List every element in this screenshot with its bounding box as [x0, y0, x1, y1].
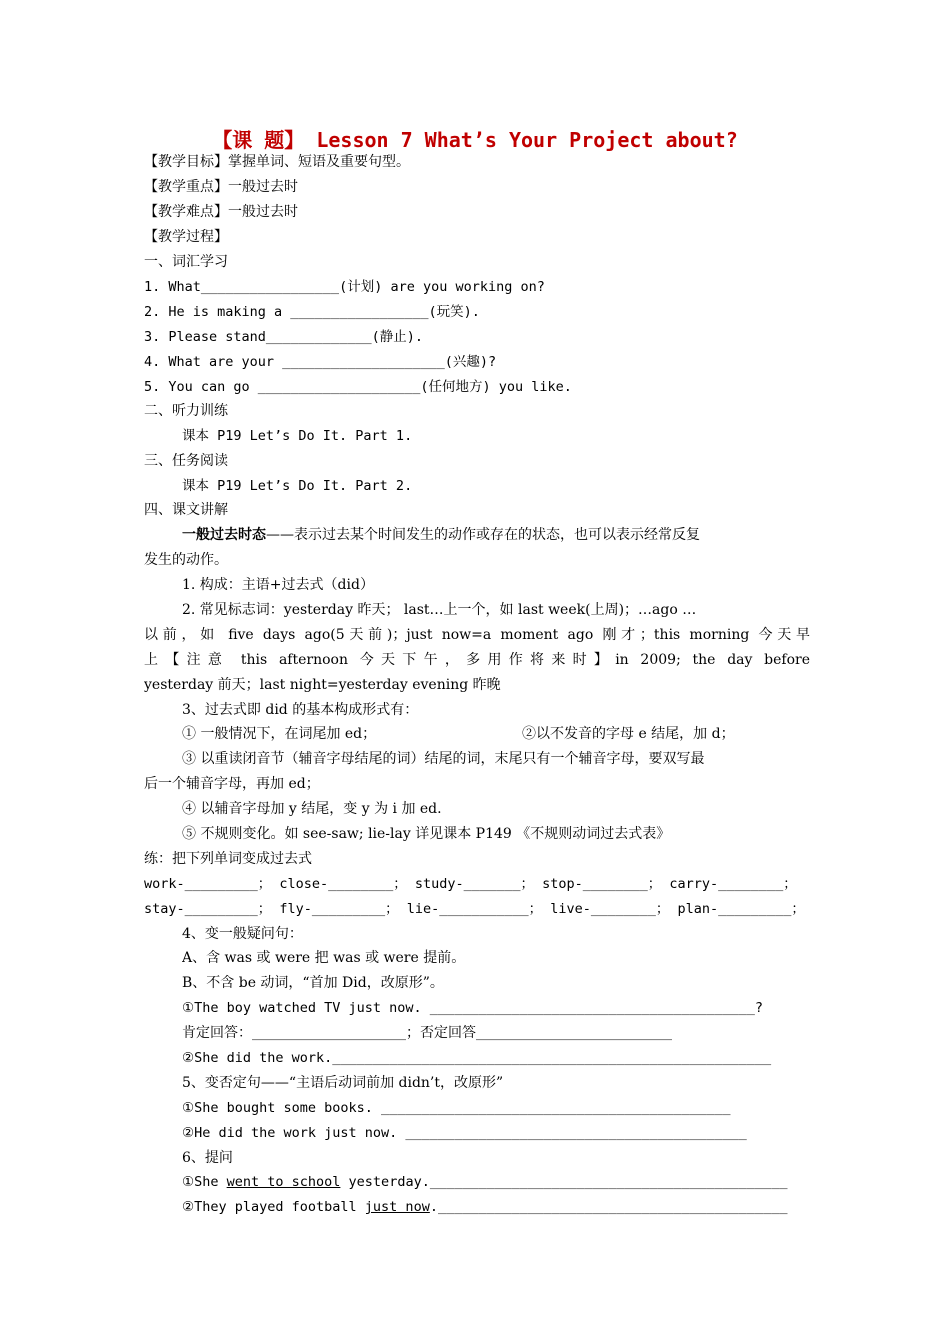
reading-line: 课本 P19 Let’s Do It. Part 2.	[182, 478, 413, 494]
rule-3: ③ 以重读闭音节（辅音字母结尾的词）结尾的词，末尾只有一个辅音字母，要双写最	[182, 751, 705, 767]
vocab-heading: 一、词汇学习	[144, 254, 228, 270]
negative-heading: 5、变否定句——“主语后动词前加 didn’t，改原形”	[182, 1075, 504, 1091]
listening-line: 课本 P19 Let’s Do It. Part 1.	[182, 428, 413, 444]
vocab-item-2: 2. He is making a _________________(玩笑).	[144, 304, 480, 320]
rule-3-cont: 后一个辅音字母，再加 ed；	[144, 776, 320, 792]
listening-heading: 二、听力训练	[144, 403, 228, 419]
definition-text: ——表示过去某个时间发生的动作或存在的状态，也可以表示经常反复	[266, 527, 700, 543]
ask-2-underlined: just now	[364, 1199, 430, 1215]
ask-2-prefix: ②They played football	[182, 1199, 365, 1215]
negative-exercise-1: ①She bought some books. ___________________________________________	[182, 1100, 731, 1116]
vocab-item-1: 1. What_________________(计划) are you working on?	[144, 279, 545, 295]
signal-words-3: 上【注意 this afternoon 今天下午，多用作将来时】in 2009; the day before	[144, 652, 810, 668]
lecture-heading: 四、课文讲解	[144, 502, 228, 518]
question-heading: 4、变一般疑问句：	[182, 926, 303, 942]
rule-2: ②以不发音的字母 e 结尾，加 d；	[522, 726, 735, 742]
teaching-key-point: 【教学重点】一般过去时	[144, 179, 298, 195]
past-form-intro: 3、过去式即 did 的基本构成形式有：	[182, 702, 419, 718]
rule-1: ① 一般情况下，在词尾加 ed；	[182, 726, 377, 742]
signal-words-4: yesterday 前天；last night=yesterday evening 昨晚	[144, 677, 501, 693]
structure-point: 1. 构成：主语+过去式（did）	[182, 577, 374, 593]
ask-1-underlined: went to school	[226, 1174, 341, 1190]
ask-1-prefix: ①She	[182, 1174, 227, 1190]
vocab-item-5: 5. You can go ____________________(任何地方) you like.	[144, 379, 572, 395]
teaching-process: 【教学过程】	[144, 229, 228, 245]
question-rule-a: A、含 was 或 were 把 was 或 were 提前。	[182, 950, 466, 966]
vocab-item-3: 3. Please stand_____________(静止).	[144, 329, 423, 345]
question-rule-b: B、不含 be 动词，“首加 Did，改原形”。	[182, 975, 444, 991]
rule-5: ⑤ 不规则变化。如 see-saw; lie-lay 详见课本 P149 《不规则动词过去式表》	[182, 826, 671, 842]
ask-exercise-1	[182, 1170, 810, 1194]
lesson-title: 【课 题】 Lesson 7 What’s Your Project about?	[212, 128, 738, 152]
reading-heading: 三、任务阅读	[144, 453, 228, 469]
signal-words-1: 2. 常见标志词：yesterday 昨天； last…上一个，如 last week(上周)；…ago …	[182, 602, 697, 618]
practice-words-2: stay-_________； fly-_________； lie-___________； live-________； plan-_________；	[144, 901, 805, 917]
signal-words-2: 以前，如 five days ago(5天前)；just now=a moment ago 刚才；this morning 今天早	[144, 627, 810, 643]
definition-line	[182, 523, 810, 547]
ask-1-suffix: yesterday.____________________________________________	[340, 1174, 788, 1190]
question-exercise-1: ①The boy watched TV just now. ________________________________________?	[182, 1000, 764, 1016]
negative-exercise-2: ②He did the work just now. __________________________________________	[182, 1125, 747, 1141]
definition-cont: 发生的动作。	[144, 552, 228, 568]
definition-term: 一般过去时态	[182, 527, 266, 543]
ask-heading: 6、提问	[182, 1150, 233, 1166]
question-exercise-2: ②She did the work.______________________________________________________	[182, 1050, 772, 1066]
teaching-difficulty: 【教学难点】一般过去时	[144, 204, 298, 220]
rule-4: ④ 以辅音字母加 y 结尾，变 y 为 i 加 ed.	[182, 801, 442, 817]
ask-2-suffix: .___________________________________________	[429, 1199, 788, 1215]
practice-words-1: work-_________； close-________； study-_______； stop-________； carry-________；	[144, 876, 797, 892]
teaching-goal: 【教学目标】掌握单词、短语及重要句型。	[144, 154, 410, 170]
vocab-item-4: 4. What are your ____________________(兴趣)?	[144, 354, 497, 370]
answer-line: 肯定回答：______________________；否定回答____________________________	[182, 1025, 672, 1041]
practice-heading: 练：把下列单词变成过去式	[144, 851, 312, 867]
ask-exercise-2	[182, 1195, 810, 1219]
